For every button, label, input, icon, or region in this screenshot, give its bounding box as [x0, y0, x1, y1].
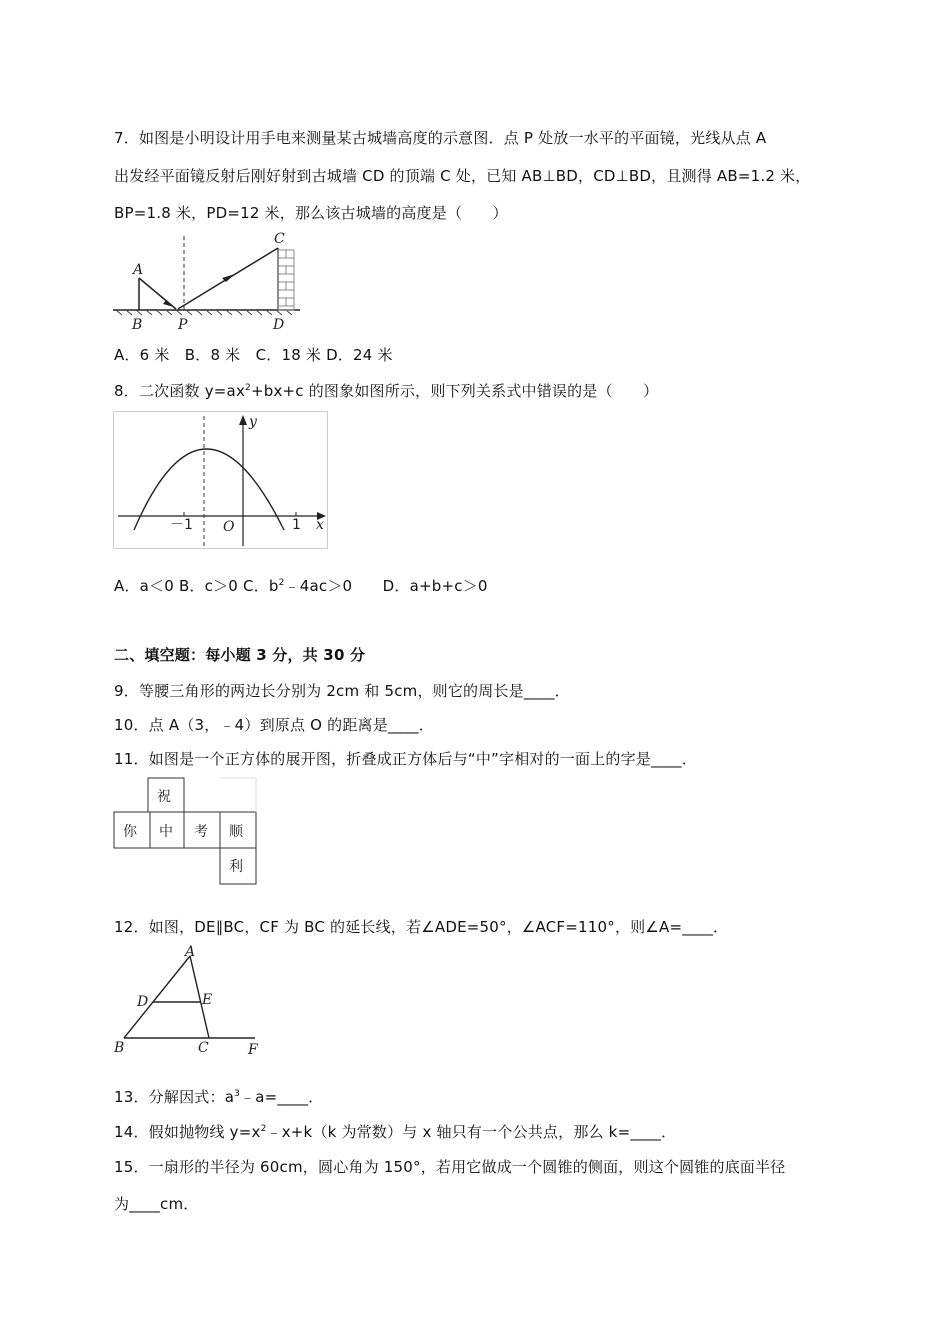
q11-cell-shun: 顺	[229, 824, 243, 840]
q10-text: 10．点 A（3，﹣4）到原点 O 的距离是____．	[114, 716, 434, 734]
q8-options: A．a＜0 B．c＞0 C．$b^2﹣4ac>0$ D．a+b+c＞0	[114, 577, 488, 595]
q7-label-C: C	[274, 231, 285, 247]
q7-label-P: P	[178, 317, 188, 333]
q12-label-C: C	[198, 1040, 209, 1056]
q7-options: A．6 米 B．8 米 C．18 米 D．24 米	[114, 346, 393, 364]
section-2-title: 二、填空题：每小题 3 分，共 30 分	[114, 646, 366, 664]
q12-figure	[110, 942, 265, 1060]
q11-cell-zhong: 中	[159, 824, 173, 840]
q8-origin-label: O	[223, 519, 235, 535]
q13-text: 13．分解因式：$a^3﹣a=\_\_\_\_$．	[114, 1088, 324, 1106]
q12-label-F: F	[248, 1042, 258, 1058]
q8-figure	[113, 411, 328, 549]
q8-stem: 8．二次函数 $y=ax^2+bx+c$ 的图象如图所示，则下列关系式中错误的是（ ）	[114, 382, 659, 400]
q11-text: 11．如图是一个正方体的展开图，折叠成正方体后与“中”字相对的一面上的字是____．	[114, 750, 698, 768]
q12-label-B: B	[114, 1040, 125, 1056]
q11-cell-kao: 考	[194, 824, 208, 840]
q9-text: 9．等腰三角形的两边长分别为 2cm 和 5cm，则它的周长是____．	[114, 682, 570, 700]
q7-label-D: D	[273, 317, 285, 333]
q15-line-1: 15．一扇形的半径为 60cm，圆心角为 150°，若用它做成一个圆锥的侧面，则这个圆锥的底面半径	[114, 1158, 786, 1176]
q11-cell-ni: 你	[123, 824, 137, 840]
q8-tick-neg1: －1	[170, 517, 193, 533]
q7-line-2: 出发经平面镜反射后刚好射到古城墙 CD 的顶端 C 处，已知 AB⊥BD，CD⊥BD，且测得 AB=1.2 米，	[114, 167, 811, 185]
q15-line-2: 为____cm．	[114, 1195, 199, 1213]
q7-label-B: B	[132, 317, 143, 333]
q14-text: 14．假如抛物线 $y=x^2﹣x+k(k$ 为常数）与 x 轴只有一个公共点，那么 k=____．	[114, 1123, 677, 1141]
q7-line-1: 7．如图是小明设计用手电来测量某古城墙高度的示意图．点 P 处放一水平的平面镜，光线从点 A	[114, 129, 767, 147]
q7-line-3: BP=1.8 米，PD=12 米，那么该古城墙的高度是（ ）	[114, 204, 508, 222]
q11-cube-net	[113, 777, 259, 887]
q11-cell-li: 利	[229, 859, 243, 875]
q8-axis-y: y	[249, 414, 257, 430]
q12-label-A: A	[185, 944, 196, 960]
q11-cell-zhu: 祝	[157, 789, 171, 805]
q12-label-E: E	[202, 992, 213, 1008]
q8-axis-x: x	[316, 517, 324, 533]
q8-tick-1: 1	[292, 517, 301, 533]
q12-label-D: D	[137, 994, 149, 1010]
q12-text: 12．如图，DE∥BC，CF 为 BC 的延长线，若∠ADE=50°，∠ACF=110°，则∠A=____．	[114, 918, 729, 936]
q7-label-A: A	[133, 262, 144, 278]
q7-figure	[108, 228, 308, 333]
